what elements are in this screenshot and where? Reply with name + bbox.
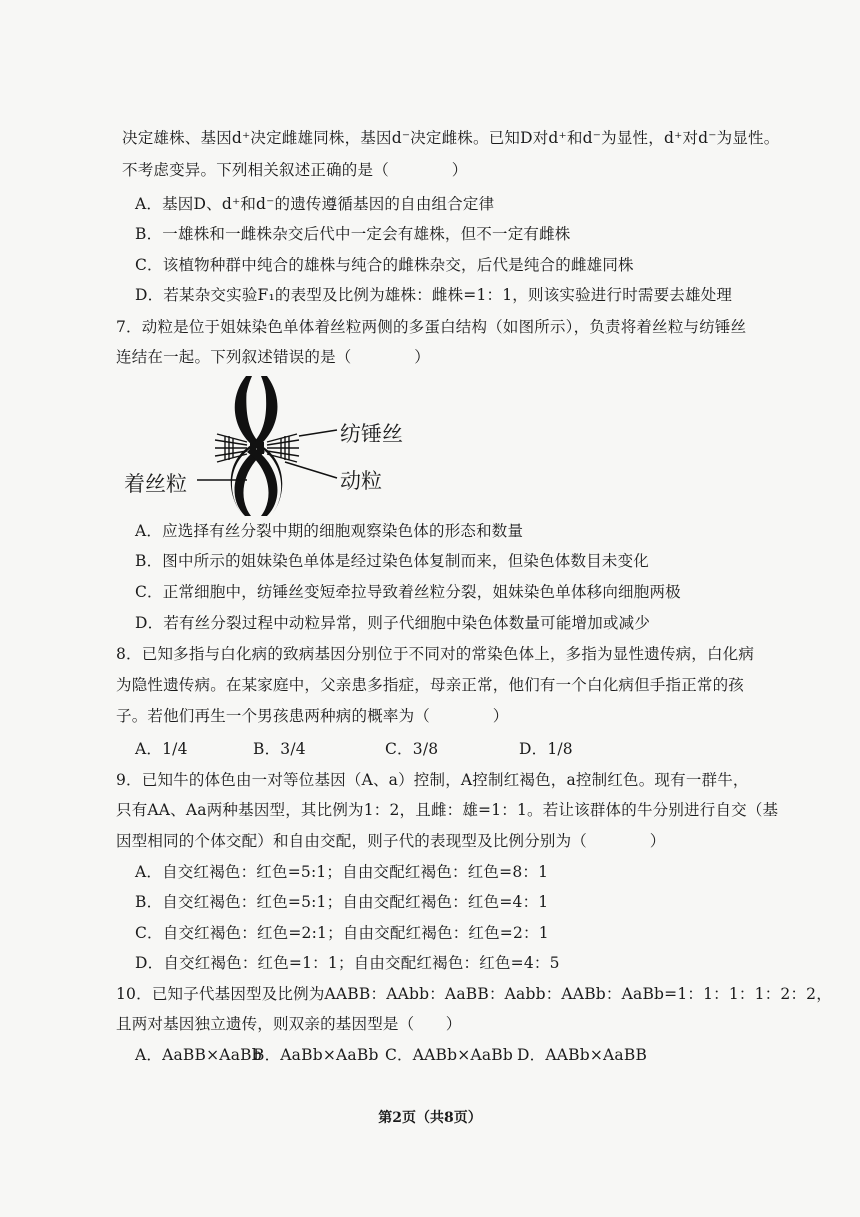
q6-stem-line2: 不考虑变异。下列相关叙述正确的是（ ） [122,161,468,179]
q8-option-c: C．3/8 [385,740,439,758]
q7-option-b: B．图中所示的姐妹染色单体是经过染色体复制而来，但染色体数目未变化 [135,552,649,570]
q9-stem-line3: 因型相同的个体交配）和自由交配，则子代的表现型及比例分别为（ ） [116,832,666,850]
sister-chromatids [231,376,283,516]
q9-option-b: B．自交红褐色：红色=5:1；自由交配红褐色：红色=4：1 [135,893,549,911]
q9-stem-line2: 只有AA、Aa两种基因型，其比例为1：2，且雌：雄=1：1。若让该群体的牛分别进行自交（基 [116,801,779,819]
spindle-leader-line [299,430,337,436]
q6-option-d: D．若某杂交实验F₁的表型及比例为雄株：雌株=1：1，则该实验进行时需要去雄处理 [135,286,733,304]
label-spindle-fiber: 纺锤丝 [340,422,403,446]
q7-option-a: A．应选择有丝分裂中期的细胞观察染色体的形态和数量 [135,522,524,540]
q6-option-a: A．基因D、d⁺和d⁻的遗传遵循基因的自由组合定律 [135,195,495,213]
q8-option-b: B．3/4 [253,740,306,758]
q8-option-d: D．1/8 [519,740,573,758]
page-footer: 第2页（共8页） [378,1110,482,1126]
q10-option-a: A．AaBB×AaBb [135,1046,262,1064]
q8-stem-line1: 8．已知多指与白化病的致病基因分别位于不同对的常染色体上，多指为显性遗传病，白化病 [116,645,755,663]
q7-option-d: D．若有丝分裂过程中动粒异常，则子代细胞中染色体数量可能增加或减少 [135,614,651,632]
q8-stem-line3: 子。若他们再生一个男孩患两种病的概率为（ ） [116,707,509,725]
q6-option-b: B．一雄株和一雌株杂交后代中一定会有雄株，但不一定有雌株 [135,225,571,243]
q8-options-row [135,739,573,759]
kinetochore-left [250,442,256,454]
q6-option-c: C．该植物种群中纯合的雄株与纯合的雌株杂交，后代是纯合的雌雄同株 [135,256,634,274]
q6-stem-line1: 决定雄株、基因d⁺决定雌雄同株，基因d⁻决定雌株。已知D对d⁺和d⁻为显性，d⁺对d⁻为显性。 [122,129,780,147]
q10-stem-line1: 10．已知子代基因型及比例为AABB：AAbb：AaBB：Aabb：AABb：AaBb=1：1：1：1：2：2， [116,985,832,1003]
label-kinetochore: 动粒 [340,469,382,493]
spindle-fibers-left [215,434,247,462]
q8-option-a: A．1/4 [135,740,188,758]
q8-stem-line2: 为隐性遗传病。在某家庭中，父亲患多指症，母亲正常，他们有一个白化病但手指正常的孩 [116,676,745,694]
kinetochore-leader-line [285,462,337,478]
q7-stem-line2: 连结在一起。下列叙述错误的是（ ） [116,348,431,366]
q10-option-b: B．AaBb×AaBb [253,1046,379,1064]
q7-option-c: C．正常细胞中，纺锤丝变短牵拉导致着丝粒分裂，姐妹染色单体移向细胞两极 [135,583,681,601]
kinetochore-right [258,442,264,454]
q9-option-d: D．自交红褐色：红色=1：1；自由交配红褐色：红色=4：5 [135,954,560,972]
q10-option-d: D．AABb×AaBB [517,1046,648,1064]
label-centromere: 着丝粒 [124,472,187,496]
q10-stem-line2: 且两对基因独立遗传，则双亲的基因型是（ ） [116,1015,462,1033]
q9-option-c: C．自交红褐色：红色=2:1；自由交配红褐色：红色=2：1 [135,924,549,942]
q9-stem-line1: 9．已知牛的体色由一对等位基因（A、a）控制，A控制红褐色，a控制红色。现有一群牛， [116,771,749,789]
q10-option-c: C．AABb×AaBb [385,1046,513,1064]
q9-option-a: A．自交红褐色：红色=5:1；自由交配红褐色：红色=8：1 [135,863,549,881]
q7-stem-line1: 7．动粒是位于姐妹染色单体着丝粒两侧的多蛋白结构（如图所示），负责将着丝粒与纺锤丝 [116,318,747,336]
q10-options-row [135,1045,647,1065]
